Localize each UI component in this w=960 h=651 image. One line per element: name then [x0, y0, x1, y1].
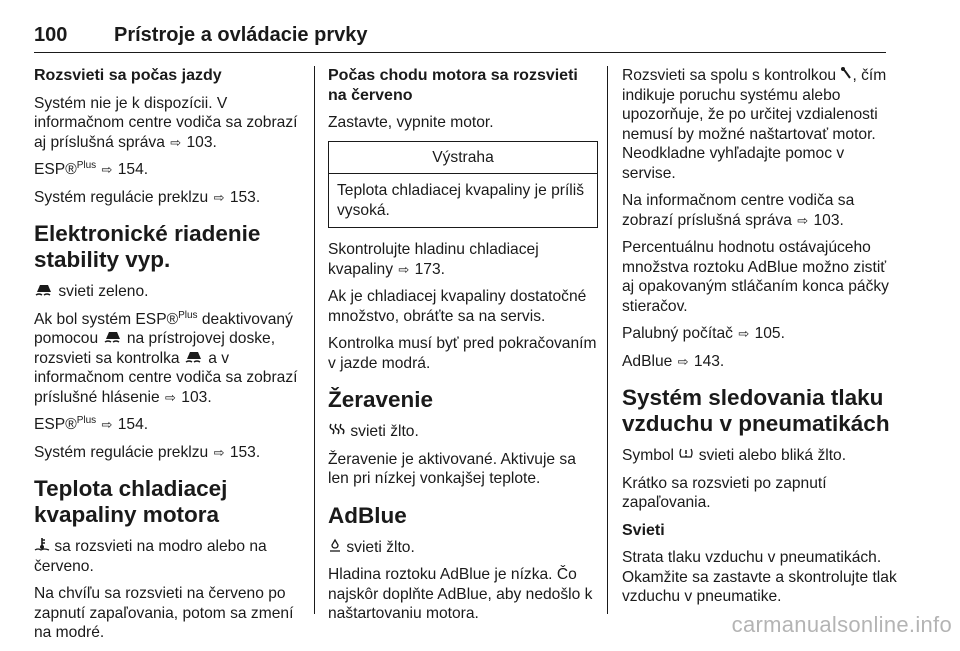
- paragraph: Skontrolujte hladinu chladiacej kvapaliny ⇨ 173.: [328, 241, 539, 278]
- paragraph: Strata tlaku vzduchu v pneumatikách. Okamžite sa zastavte a skontrolujte tlak vzduchu v pneumatike.: [622, 549, 897, 605]
- paragraph: Systém nie je k dispozícii. V informačnom centre vodiča sa zobrazí aj príslušná správa ⇨ 103.: [34, 94, 298, 151]
- cross-reference-arrow-icon: ⇨: [101, 162, 113, 177]
- paragraph: AdBlue ⇨ 143.: [622, 352, 725, 370]
- glow-plug-icon: [328, 422, 346, 442]
- paragraph: Systém regulácie preklzu ⇨ 153.: [34, 443, 261, 461]
- paragraph: svieti zeleno.: [34, 282, 304, 302]
- paragraph: Na informačnom centre vodiča sa zobrazí príslušná správa ⇨ 103.: [622, 192, 855, 229]
- section-title: Systém sledovania tlaku vzduchu v pneumatikách: [622, 385, 890, 436]
- paragraph: Percentuálnu hodnotu ostávajúceho množstva roztoku AdBlue možno zistiť aj opakovaným stláčaním konca páčky stieračov.: [622, 239, 889, 315]
- paragraph: Hladina roztoku AdBlue je nízka. Čo najskôr doplňte AdBlue, aby nedošlo k naštartovaniu motora.: [328, 566, 593, 622]
- section-title: Teplota chladiacej kvapaliny motora: [34, 476, 228, 527]
- column-3: [622, 66, 897, 615]
- subheading: Rozsvieti sa počas jazdy: [34, 67, 222, 84]
- column-divider: [314, 66, 315, 614]
- cross-reference-arrow-icon: ⇨: [165, 389, 176, 405]
- page-header: [34, 22, 886, 53]
- esc-off-icon: [34, 282, 54, 302]
- column-2: [328, 66, 598, 632]
- paragraph: Na chvíľu sa rozsvieti na červeno po zapnutí zapaľovania, potom sa zmení na modré.: [34, 585, 294, 641]
- paragraph: Krátko sa rozsvieti po zapnutí zapaľovania.: [622, 474, 827, 511]
- subheading: Počas chodu motora sa rozsvieti na červeno: [328, 67, 578, 104]
- cross-reference-arrow-icon: ⇨: [738, 326, 750, 341]
- watermark: carmanualsonline.info: [731, 612, 952, 637]
- paragraph: Symbol svieti alebo bliká žlto.: [622, 447, 847, 464]
- tire-pressure-icon: [678, 446, 694, 466]
- cross-reference-arrow-icon: ⇨: [213, 189, 225, 205]
- section-title: Žeravenie: [328, 387, 434, 412]
- cross-reference-arrow-icon: ⇨: [101, 417, 113, 432]
- paragraph: Zastavte, vypnite motor.: [328, 114, 494, 131]
- page-number: 100: [34, 24, 68, 46]
- section-title: AdBlue: [328, 502, 407, 528]
- subheading: Svieti: [622, 521, 665, 539]
- paragraph: sa rozsvieti na modro alebo na červeno.: [34, 538, 267, 575]
- warning-title: Výstraha: [329, 142, 597, 175]
- section-title: Elektronické riadenie stability vyp.: [34, 221, 261, 272]
- paragraph: svieti žlto.: [328, 422, 598, 442]
- column-1: [34, 66, 304, 651]
- cross-reference-arrow-icon: ⇨: [797, 212, 809, 228]
- chapter-title: Prístroje a ovládacie prvky: [114, 24, 368, 46]
- paragraph: Žeravenie je aktivované. Aktivuje sa len pri nízkej vonkajšej teplote.: [328, 450, 576, 487]
- esc-off-icon: [184, 349, 204, 369]
- paragraph: Rozsvieti sa spolu s kontrolkou , čím indikuje poruchu systému alebo upozorňuje, že po určitej vzdialenosti nemusí by možné naštartovať motor. Neodkladne vyhľadajte pomoc v servise.: [622, 67, 887, 182]
- coolant-temperature-icon: [34, 537, 50, 557]
- cross-reference-arrow-icon: ⇨: [170, 134, 182, 150]
- warning-text: Teplota chladiacej kvapaliny je príliš vysoká.: [337, 182, 585, 219]
- paragraph: svieti žlto.: [328, 538, 598, 558]
- paragraph: Palubný počítač ⇨ 105.: [622, 325, 785, 342]
- cross-reference-arrow-icon: ⇨: [213, 444, 225, 460]
- cross-reference-arrow-icon: ⇨: [398, 261, 410, 277]
- cross-reference-arrow-icon: ⇨: [677, 353, 689, 369]
- paragraph: Ak bol systém ESP®$^{Plus}$ deaktivovaný pomocou na prístrojovej doske, rozsvieti sa kontrolka a v informačnom centre vodiča sa zobrazí príslušné hlásenie ⇨ 103.: [34, 309, 298, 406]
- paragraph: Kontrolka musí byť pred pokračovaním v jazde modrá.: [328, 335, 597, 372]
- service-wrench-icon: [840, 66, 852, 86]
- adblue-icon: [328, 538, 342, 558]
- paragraph: Ak je chladiacej kvapaliny dostatočné množstvo, obráťte sa na servis.: [328, 288, 587, 325]
- paragraph: Systém regulácie preklzu ⇨ 153.: [34, 188, 261, 206]
- column-divider: [607, 66, 608, 614]
- paragraph: ESP®$^{Plus}$ ⇨ 154.: [34, 415, 149, 433]
- esc-off-icon: [103, 329, 123, 349]
- warning-box: [328, 141, 598, 229]
- paragraph: ESP®$^{Plus}$ ⇨ 154.: [34, 160, 149, 178]
